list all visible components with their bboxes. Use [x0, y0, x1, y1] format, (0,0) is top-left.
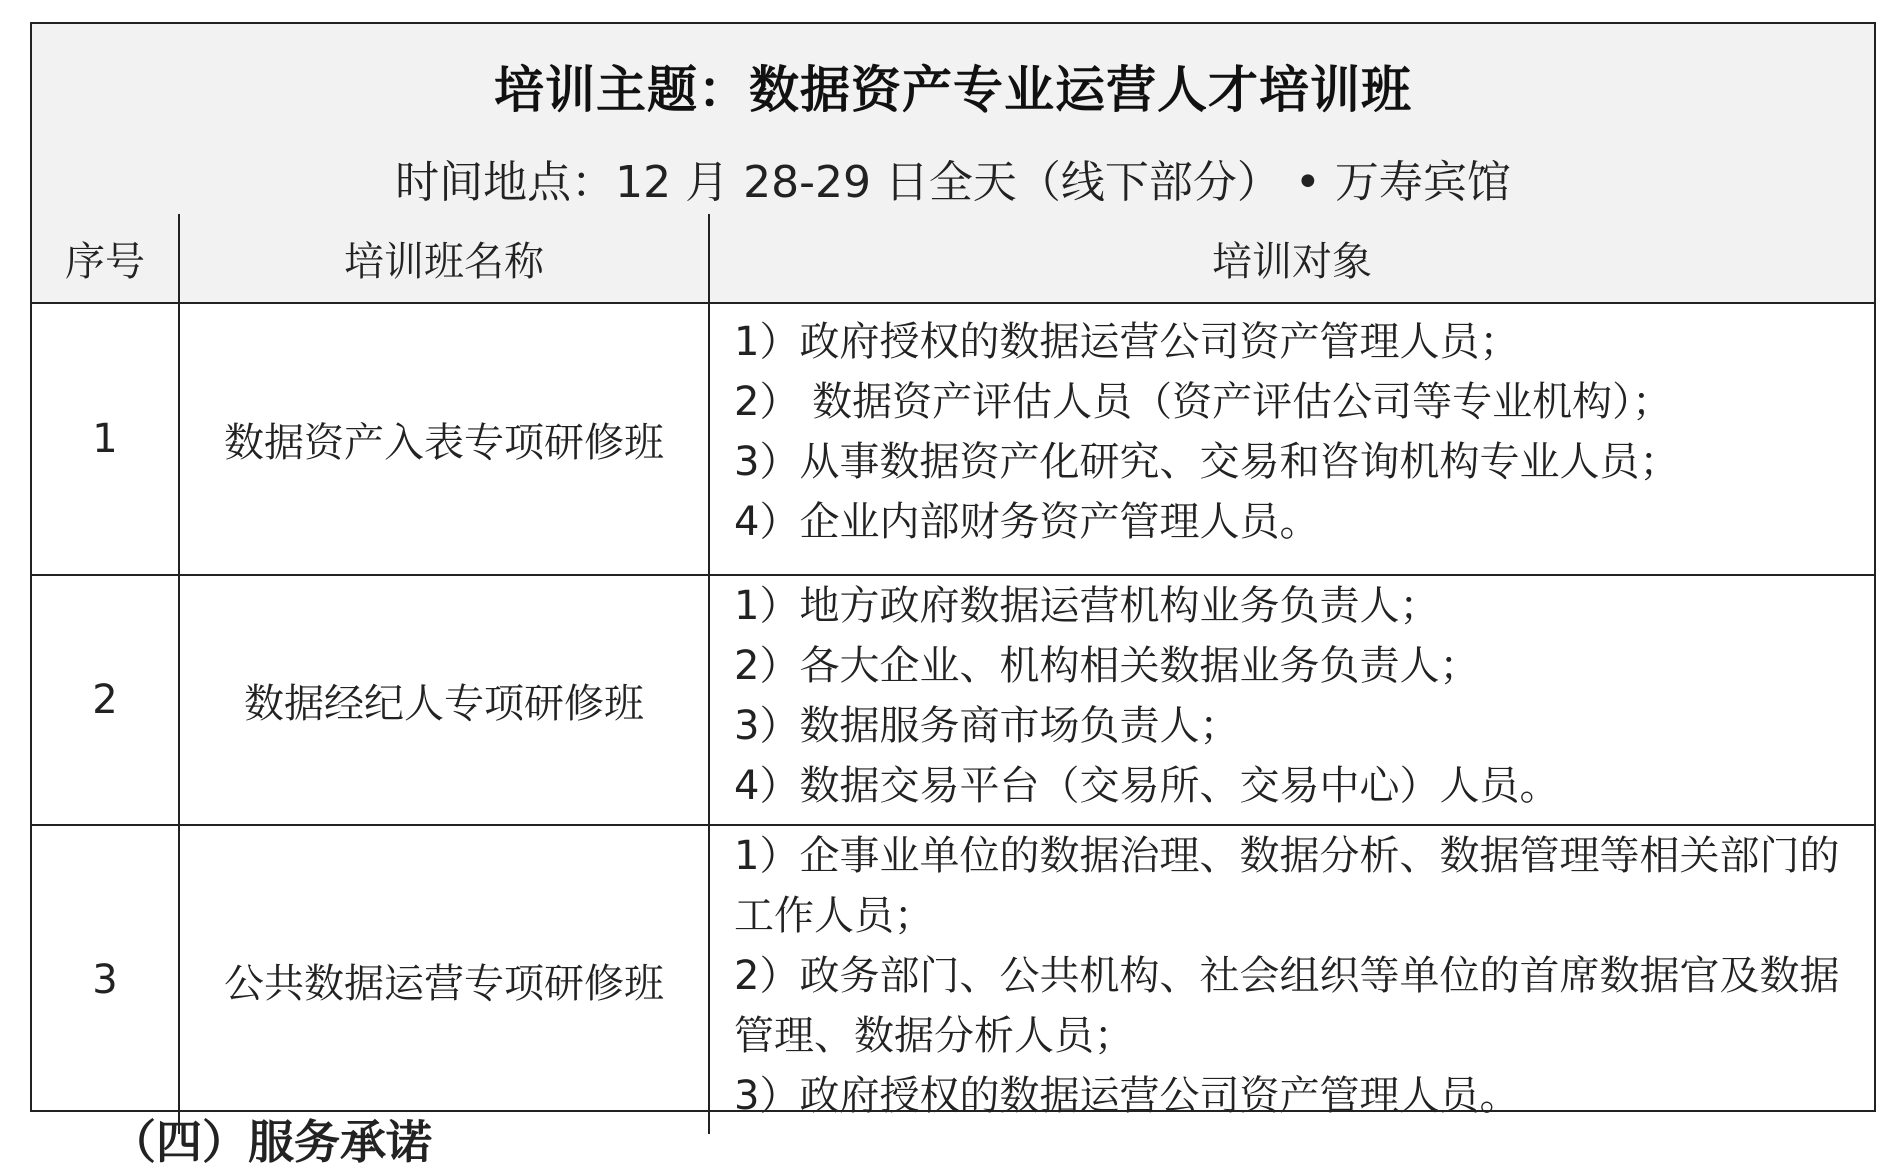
next-section-heading-peek: （四）服务承诺 — [110, 1115, 432, 1169]
class-name: 数据资产入表专项研修班 — [179, 303, 709, 575]
target-item: 3）从事数据资产化研究、交易和咨询机构专业人员； — [734, 439, 1680, 485]
column-header-targets: 培训对象 — [709, 214, 1874, 303]
target-item: 1）政府授权的数据运营公司资产管理人员； — [734, 319, 1520, 365]
class-name: 公共数据运营专项研修班 — [179, 825, 709, 1134]
page-title: 培训主题：数据资产专业运营人才培训班 — [494, 61, 1412, 119]
target-item: 1）地方政府数据运营机构业务负责人； — [734, 583, 1440, 629]
target-item: 3）数据服务商市场负责人； — [734, 703, 1240, 749]
time-location-line: 时间地点：12 月 28-29 日全天（线下部分） • 万寿宾馆 — [395, 157, 1511, 208]
target-list — [709, 825, 1874, 1134]
table-row — [32, 575, 1874, 825]
training-table-sheet — [30, 22, 1876, 1119]
table-header-row — [32, 214, 1874, 303]
row-number: 3 — [32, 825, 179, 1134]
table-header-block — [32, 24, 1874, 216]
table-row — [32, 825, 1874, 1134]
target-item: 3）政府授权的数据运营公司资产管理人员。 — [734, 1073, 1520, 1119]
row-number: 2 — [32, 575, 179, 825]
class-name: 数据经纪人专项研修班 — [179, 575, 709, 825]
target-item: 1）企事业单位的数据治理、数据分析、数据管理等相关部门的工作人员； — [734, 833, 1840, 939]
column-header-no: 序号 — [32, 214, 179, 303]
target-list — [709, 303, 1874, 575]
target-item: 2）各大企业、机构相关数据业务负责人； — [734, 643, 1480, 689]
column-header-name: 培训班名称 — [179, 214, 709, 303]
target-item: 2）政务部门、公共机构、社会组织等单位的首席数据官及数据管理、数据分析人员； — [734, 953, 1840, 1059]
target-item: 2） 数据资产评估人员（资产评估公司等专业机构）； — [734, 379, 1673, 425]
target-item: 4）数据交易平台（交易所、交易中心）人员。 — [734, 763, 1560, 809]
row-number: 1 — [32, 303, 179, 575]
target-list — [709, 575, 1874, 825]
table-row — [32, 303, 1874, 575]
target-item: 4）企业内部财务资产管理人员。 — [734, 499, 1320, 545]
